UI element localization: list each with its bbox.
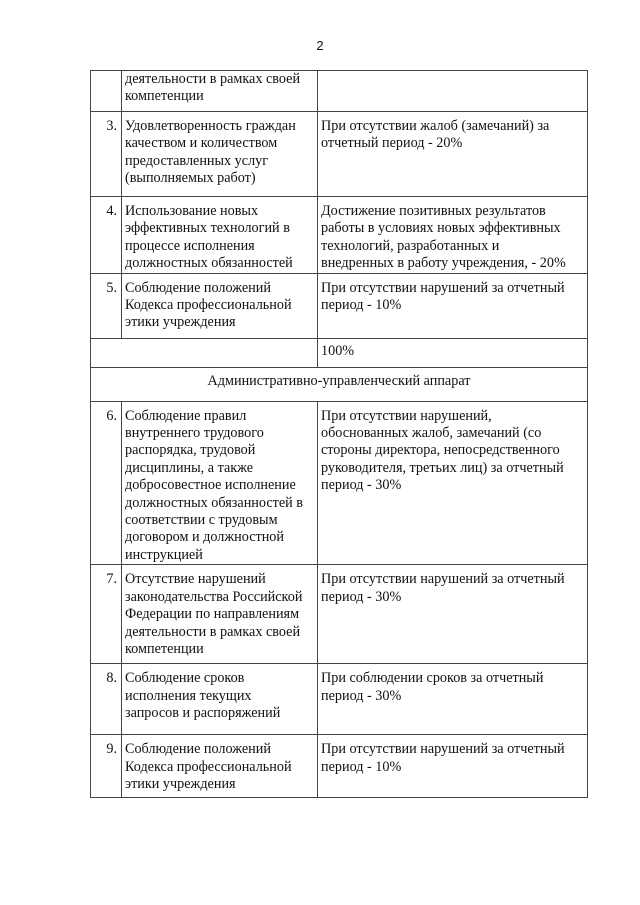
criterion-cell	[122, 565, 318, 664]
condition-text: Достижение позитивных результатов работы в условиях новых эффективных технологий, разработанных и внедренных в работу учреждения, - 20%	[321, 203, 566, 272]
table-row	[91, 112, 588, 197]
condition-cell	[318, 71, 588, 112]
table-row	[91, 71, 588, 112]
total-value: 100%	[318, 338, 588, 367]
condition-cell	[318, 197, 588, 274]
criterion-text: деятельности в рамках своей компетенции	[125, 71, 301, 105]
condition-text: При отсутствии нарушений за отчетный период - 10%	[321, 279, 565, 314]
criterion-text: Отсутствие нарушений законодательства Российской Федерации по направлениям деятельности в рамках своей компетенции	[125, 571, 303, 657]
section-row	[91, 367, 588, 401]
condition-text: При отсутствии жалоб (замечаний) за отчетный период - 20%	[321, 118, 550, 152]
criterion-text: Соблюдение сроков исполнения текущих запросов и распоряжений	[125, 670, 281, 722]
table-row	[91, 401, 588, 565]
table-row	[91, 735, 588, 798]
table-row	[91, 565, 588, 664]
criterion-cell	[122, 664, 318, 735]
table-row	[91, 273, 588, 338]
criterion-cell	[122, 273, 318, 338]
criterion-cell	[122, 112, 318, 197]
row-number: 9.	[91, 735, 122, 798]
table-row	[91, 664, 588, 735]
criterion-text: Соблюдение правил внутреннего трудового распорядка, трудовой дисциплины, а также добросовестное исполнение должностных обязанностей в соответствии с трудовым договором и должностной инструкцией	[125, 407, 303, 563]
criterion-text: Соблюдение положений Кодекса профессиональной этики учреждения	[125, 279, 292, 331]
page-number: 2	[316, 38, 324, 53]
criterion-cell	[122, 71, 318, 112]
section-title: Административно-управленческий аппарат	[91, 367, 588, 401]
condition-text: При отсутствии нарушений за отчетный период - 30%	[321, 571, 565, 605]
criterion-cell	[122, 197, 318, 274]
row-number: 4.	[91, 197, 122, 274]
criteria-table	[90, 70, 588, 798]
table-row	[91, 197, 588, 274]
criterion-cell	[122, 735, 318, 798]
row-number: 8.	[91, 664, 122, 735]
total-label-cell	[91, 338, 318, 367]
criterion-cell	[122, 401, 318, 565]
criterion-text: Удовлетворенность граждан качеством и количеством предоставленных услуг (выполняемых работ)	[125, 118, 296, 187]
row-number: 6.	[91, 401, 122, 565]
condition-text: При отсутствии нарушений за отчетный период - 10%	[321, 741, 565, 775]
condition-cell	[318, 565, 588, 664]
row-number: 5.	[91, 273, 122, 338]
condition-text: При отсутствии нарушений, обоснованных жалоб, замечаний (со стороны директора, непосредственного руководителя, третьих лиц) за отчетный период - 30%	[321, 407, 564, 494]
condition-cell	[318, 735, 588, 798]
criterion-text: Использование новых эффективных технологий в процессе исполнения должностных обязанностей	[125, 203, 293, 272]
total-row	[91, 338, 588, 367]
condition-text: При соблюдении сроков за отчетный период - 30%	[321, 670, 544, 704]
condition-cell	[318, 112, 588, 197]
row-number	[91, 71, 122, 112]
condition-cell	[318, 664, 588, 735]
condition-cell	[318, 273, 588, 338]
row-number: 7.	[91, 565, 122, 664]
condition-cell	[318, 401, 588, 565]
row-number: 3.	[91, 112, 122, 197]
criterion-text: Соблюдение положений Кодекса профессиональной этики учреждения	[125, 741, 292, 793]
